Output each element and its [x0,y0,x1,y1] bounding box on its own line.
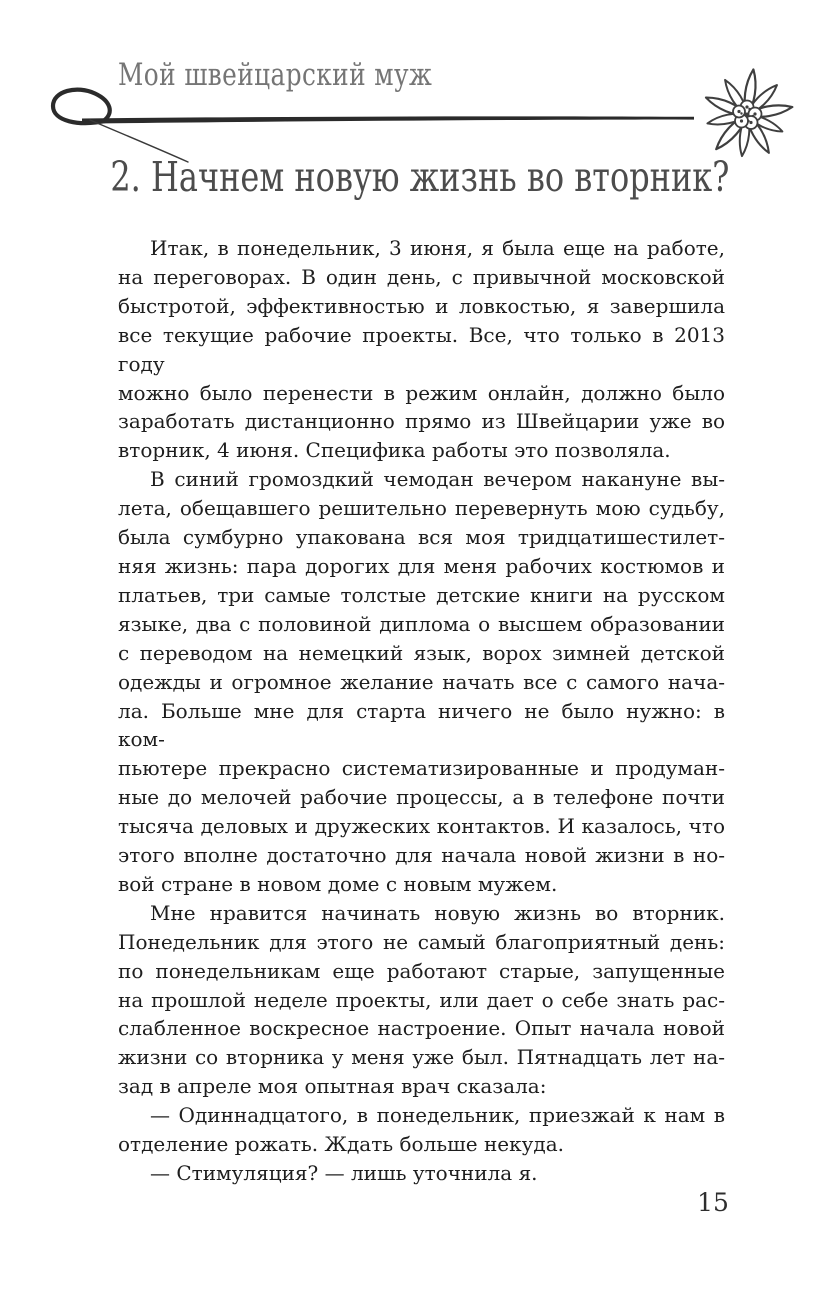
text-line: Мне нравится начинать новую жизнь во вторник. [150,900,725,925]
text-line: зад в апреле моя опытная врач сказала: [118,1074,547,1099]
chapter-title-text: 2. Начнем новую жизнь во вторник? [110,153,730,201]
text-line: слабленное воскресное настроение. Опыт начала новой [118,1016,725,1041]
running-header-text: Мой швейцарский муж [118,57,433,93]
text-line: на переговорах. В один день, с привычной московской [118,264,725,289]
text-line: вой стране в новом доме с новым мужем. [118,871,558,896]
text-line: жизни со вторника у меня уже был. Пятнадцать лет на- [118,1045,725,1070]
paragraph [118,1159,725,1188]
paragraph [118,234,725,465]
text-line: Итак, в понедельник, 3 июня, я была еще на работе, [150,236,725,260]
text-line: можно было перенести в режим онлайн, должно было [118,380,725,405]
text-line: — Одиннадцатого, в понедельник, приезжай к нам в [150,1103,725,1128]
text-line: была сумбурно упакована вся моя тридцатишестилет- [118,525,725,550]
text-line: В синий громоздкий чемодан вечером накануне вы- [150,467,725,492]
text-line: няя жизнь: пара дорогих для меня рабочих костюмов и [118,553,725,578]
page-number: 15 [697,1188,729,1217]
paragraph [118,1101,725,1159]
text-line: заработать дистанционно прямо из Швейцарии уже во [118,409,725,434]
text-line: платьев, три самые толстые детские книги на русском [118,582,725,607]
text-line: — Стимуляция? — лишь уточнила я. [150,1161,538,1185]
text-line: тысяча деловых и дружеских контактов. И казалось, что [118,814,725,839]
text-line: одежды и огромное желание начать все с самого нача- [118,669,725,694]
body-text [118,234,725,1188]
paragraph [118,899,725,1101]
text-line: Понедельник для этого не самый благоприятный день: [118,929,725,954]
paragraph [118,465,725,899]
text-line: ные до мелочей рабочие процессы, а в телефоне почти [118,785,725,810]
text-line: все текущие рабочие проекты. Все, что только в 2013 году [118,322,725,376]
text-line: пьютере прекрасно систематизированные и продуман- [118,756,725,781]
text-line: этого вполне достаточно для начала новой жизни в но- [118,843,725,868]
text-line: языке, два с половиной диплома о высшем образовании [118,611,725,636]
chapter-title [0,148,840,206]
text-line: по понедельникам еще работают старые, запущенные [118,958,725,983]
text-line: отделение рожать. Ждать больше некуда. [118,1132,564,1157]
text-line: ла. Больше мне для старта ничего не было нужно: в ком- [118,698,725,752]
text-line: с переводом на немецкий язык, ворох зимней детской [118,640,725,665]
text-line: быстротой, эффективностью и ловкостью, я завершила [118,293,725,318]
text-line: лета, обещавшего решительно перевернуть мою судьбу, [118,496,725,521]
text-line: на прошлой неделе проекты, или дает о себе знать рас- [118,987,725,1012]
text-line: вторник, 4 июня. Специфика работы это позволяла. [118,438,671,463]
